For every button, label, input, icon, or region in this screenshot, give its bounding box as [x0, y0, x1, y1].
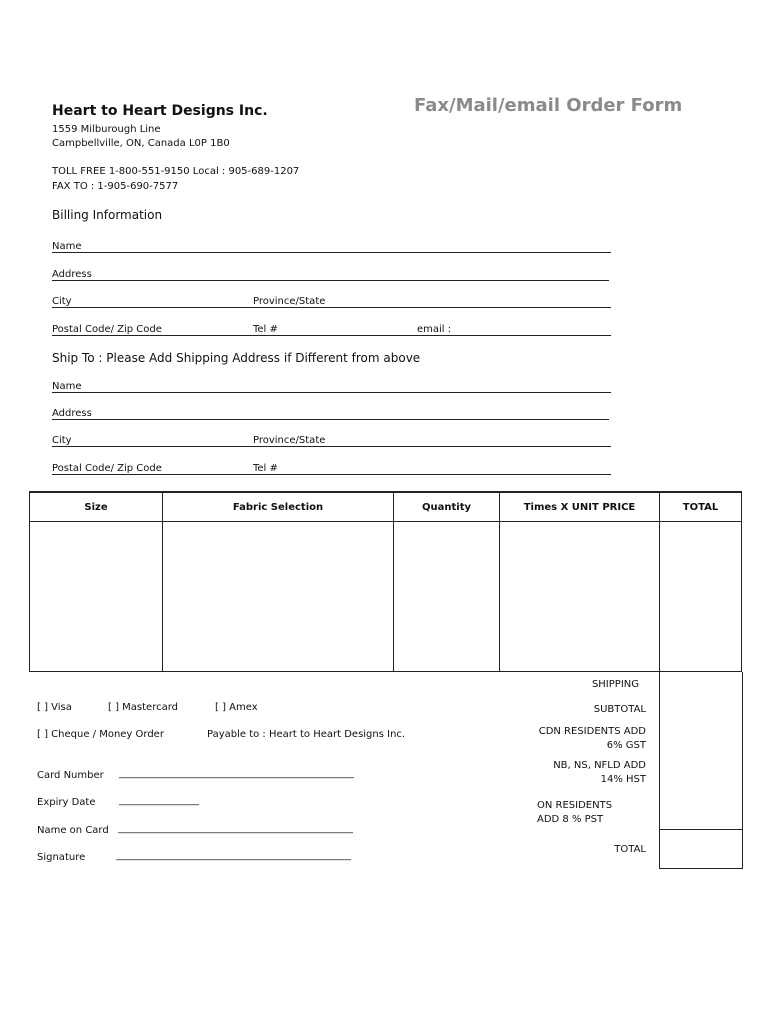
signature-field[interactable]: _______________________________________________	[116, 850, 351, 861]
col-unit-price: Times X UNIT PRICE	[500, 492, 660, 522]
table-row[interactable]	[30, 522, 742, 672]
pst-label-line1: ON RESIDENTS	[537, 800, 613, 811]
cheque-checkbox[interactable]: [ ] Cheque / Money Order	[37, 729, 164, 740]
address-line-2: Campbellville, ON, Canada L0P 1B0	[52, 138, 230, 149]
table-header-row	[30, 492, 742, 522]
ship-address-field[interactable]	[52, 419, 609, 420]
shipto-heading: Ship To : Please Add Shipping Address if Different from above	[52, 351, 421, 365]
total-label: TOTAL	[614, 844, 646, 855]
pst-label-line2: ADD 8 % PST	[537, 814, 604, 825]
total-cell[interactable]	[660, 522, 742, 672]
order-items-table	[29, 491, 742, 672]
billing-postal-label: Postal Code/ Zip Code	[52, 324, 162, 335]
subtotal-label: SUBTOTAL	[593, 704, 646, 715]
billing-address-field[interactable]	[52, 280, 609, 281]
unit-price-cell[interactable]	[500, 522, 660, 672]
fabric-cell[interactable]	[163, 522, 394, 672]
billing-address-label: Address	[52, 269, 92, 280]
hst-label-line2: 14% HST	[600, 774, 646, 785]
ship-name-label: Name	[52, 381, 82, 392]
ship-city-field[interactable]	[52, 446, 611, 447]
expiry-date-label: Expiry Date	[37, 797, 96, 808]
totals-box[interactable]	[659, 672, 743, 869]
name-on-card-field[interactable]: _______________________________________________	[118, 823, 353, 834]
col-fabric-selection: Fabric Selection	[163, 492, 394, 522]
billing-city-field[interactable]	[52, 307, 611, 308]
col-total: TOTAL	[660, 492, 742, 522]
address-line-1: 1559 Milburough Line	[52, 124, 161, 135]
card-number-label: Card Number	[37, 770, 104, 781]
col-size: Size	[30, 492, 163, 522]
amex-checkbox[interactable]: [ ] Amex	[215, 702, 258, 713]
ship-address-label: Address	[52, 408, 92, 419]
card-number-field[interactable]: _______________________________________________	[119, 768, 354, 779]
ship-name-field[interactable]	[52, 392, 611, 393]
gst-label-line1: CDN RESIDENTS ADD	[538, 726, 646, 737]
billing-province-label: Province/State	[253, 296, 326, 307]
billing-city-label: City	[52, 296, 72, 307]
phone-line: TOLL FREE 1-800-551-9150 Local : 905-689-1207	[52, 166, 300, 177]
fax-line: FAX TO : 1-905-690-7577	[52, 181, 179, 192]
ship-postal-label: Postal Code/ Zip Code	[52, 463, 162, 474]
billing-tel-label: Tel #	[253, 324, 278, 335]
hst-label-line1: NB, NS, NFLD ADD	[553, 760, 646, 771]
company-name: Heart to Heart Designs Inc.	[52, 103, 268, 119]
mastercard-checkbox[interactable]: [ ] Mastercard	[108, 702, 178, 713]
totals-divider	[660, 829, 742, 830]
billing-name-field[interactable]	[52, 252, 611, 253]
payable-to-text: Payable to : Heart to Heart Designs Inc.	[207, 729, 406, 740]
ship-postal-field[interactable]	[52, 474, 611, 475]
signature-label: Signature	[37, 852, 86, 863]
ship-city-label: City	[52, 435, 72, 446]
ship-tel-label: Tel #	[253, 463, 278, 474]
billing-postal-field[interactable]	[52, 335, 611, 336]
col-quantity: Quantity	[394, 492, 500, 522]
quantity-cell[interactable]	[394, 522, 500, 672]
gst-label-line2: 6% GST	[606, 740, 646, 751]
size-cell[interactable]	[30, 522, 163, 672]
billing-heading: Billing Information	[52, 208, 163, 222]
billing-email-label: email :	[417, 324, 452, 335]
shipping-label: SHIPPING	[591, 679, 639, 690]
expiry-date-field[interactable]: ________________	[119, 795, 199, 806]
ship-province-label: Province/State	[253, 435, 326, 446]
form-title: Fax/Mail/email Order Form	[414, 95, 683, 116]
billing-name-label: Name	[52, 241, 82, 252]
name-on-card-label: Name on Card	[37, 825, 109, 836]
visa-checkbox[interactable]: [ ] Visa	[37, 702, 72, 713]
